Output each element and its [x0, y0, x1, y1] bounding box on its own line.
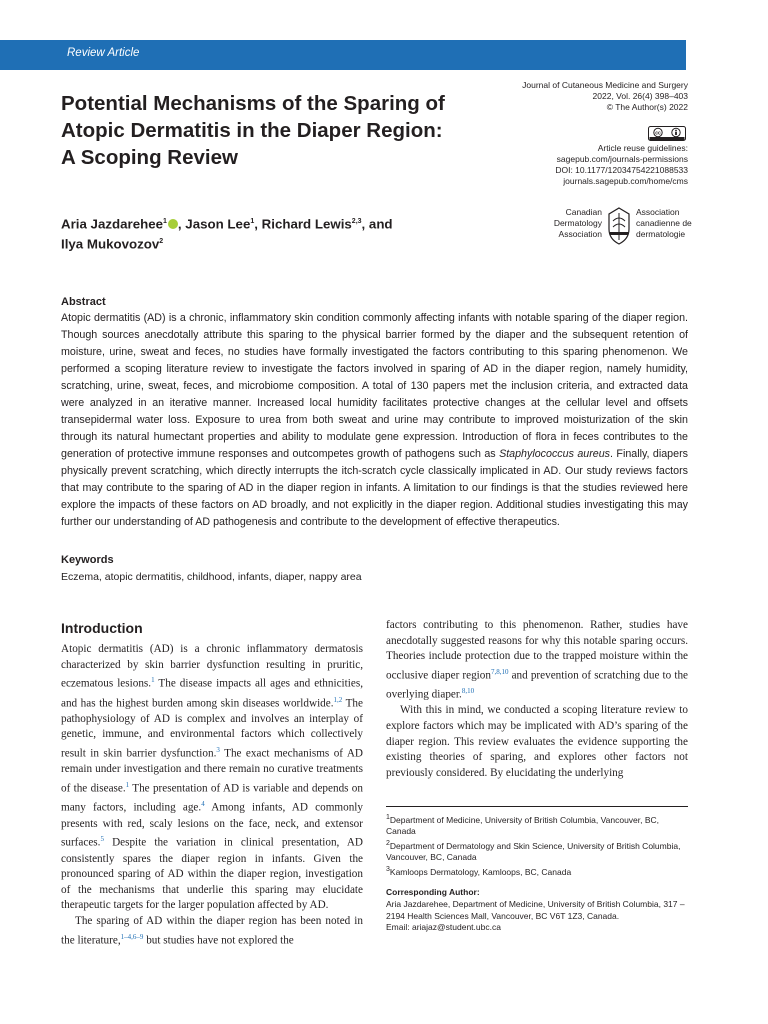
logo-text: Association: [636, 207, 680, 217]
introduction-heading: Introduction: [61, 620, 143, 636]
affiliation-marker: 2: [386, 839, 390, 847]
article-type-banner: [0, 40, 686, 70]
text-run: The pathophysiology of AD is complex and involves an interplay of genetic, immune, and environmental factors which collectively result in skin barrier dysfunction.: [61, 697, 363, 760]
affiliation: [386, 864, 688, 878]
affiliations: [386, 812, 688, 878]
title-line: Potential Mechanisms of the Sparing of: [61, 92, 445, 115]
abstract-text: [61, 310, 688, 531]
affiliation-marker: 2: [159, 238, 164, 246]
text-run: factors contributing to this phenomenon. Rather, studies have anecdotally suggested reasons for why this notable sparing occurs. Theories include protection due to the trapped moisture within the occlusive diaper region: [386, 619, 688, 682]
affiliation-marker: 1: [250, 218, 255, 225]
corresponding-author-heading: Corresponding Author:: [386, 887, 480, 897]
citation-link[interactable]: 1: [125, 780, 130, 789]
citation-link[interactable]: 7,8,10: [490, 667, 509, 676]
text-run: Atopic dermatitis (AD) is a chronic inflammatory dermatosis characterized by skin barrier dysfunction resulting in pruritic, eczematous lesions.: [61, 643, 363, 690]
affiliation-marker: 3: [386, 865, 390, 873]
text-run: Among infants, AD commonly presents with red, scaly lesions on the face, neck, and extensor surfaces.: [61, 802, 363, 849]
keywords-heading: Keywords: [61, 554, 114, 566]
citation-link[interactable]: 1: [151, 676, 155, 685]
citation-link[interactable]: 4: [201, 800, 205, 809]
citation-link[interactable]: 1,2: [333, 695, 343, 704]
citation-link[interactable]: 8,10: [461, 687, 475, 696]
abstract-text-part: . Finally, diapers physically prevent scratching, which directly interrupts the itch-scratch cycle classically implicated in AD. Our study reviews factors that may contribute to the sparing of AD in the diaper region in infants. A limitation to our findings is that the studies reviewed here explore the impacts of these factors on AD broadly, and not explicitly in the diaper region. Additional studies investigating this may further our understanding of AD pathogenesis and contribute to the development of effective therapeutics.: [61, 448, 688, 528]
logo-text: Canadian: [565, 207, 602, 217]
author-conjunction: , and: [361, 216, 393, 232]
text-run: but studies have not explored the: [143, 934, 294, 947]
orcid-icon[interactable]: [168, 219, 178, 229]
journal-info: [522, 80, 688, 113]
journal-volume: 2022, Vol. 26(4) 398–403: [592, 91, 688, 101]
abstract-text-part: Atopic dermatitis (AD) is a chronic, inflammatory skin condition commonly affecting infants with notable sparing of the diaper region. Though sources anecdotally attribute this sparing to the physical barrier formed by the diaper and the subsequent retention of moisture, urine, sweat and feces, no studies have formally investigated the factors contributing to this sparing phenomenon. We performed a scoping literature review to investigate the factors involved in sparing of AD in the diaper region, namely humidity, scratching, urine, sweat, feces, and microbiome composition. A total of 130 papers met the inclusion criteria, and extracted data were analyzed in an iterative manner. Increased local humidity facilitates protective changes at the cellular level and offsets transepidermal water loss. Exposure to urea from both sweat and urine may contribute to improved moisturization of the skin through its natural humectant properties and ability to modulate gene expression. Introduction of flora in feces contributes to the generation of protective immune responses and outcompetes growth of pathogens such as: [61, 312, 688, 460]
paragraph: [61, 642, 363, 914]
author-list: Aria Jazdarehee$^1$ , Jason Lee$^1$, Richard Lewis$^{2,3}$, and Ilya Mukovozov$^2$: [61, 216, 393, 252]
association-seal-icon: [607, 207, 631, 245]
citation-link[interactable]: 5: [100, 835, 104, 844]
logo-text: dermatologie: [636, 229, 686, 239]
association-name-english: [552, 207, 602, 240]
corresponding-email[interactable]: Email: ariajaz@student.ubc.ca: [386, 922, 501, 932]
author-name[interactable]: Richard Lewis: [261, 216, 352, 232]
text-run: The disease impacts all ages and ethnicities, and has the highest burden among skin diseases worldwide.: [61, 677, 363, 710]
text-run: Despite the variation in clinical presentation, AD consistently spares the diaper region in infants. Given the pronounced sparing of AD within the diaper region, investigation of the mechanisms that underlie this sparing may elucidate therapeutic targets for the larger population affected by AD.: [61, 836, 363, 912]
title-line: A Scoping Review: [61, 146, 238, 169]
creative-commons-by-icon: [648, 126, 686, 141]
affiliation-marker: 2,3: [351, 218, 362, 225]
body-column-right: [386, 618, 688, 781]
text-run: The exact mechanisms of AD remain under investigation and there remain no curative treatments of the disease.: [61, 747, 363, 795]
affiliation-text: Kamloops Dermatology, Kamloops, BC, Canada: [389, 866, 572, 877]
text-run: The presentation of AD is variable and depends on many factors, including age.: [61, 782, 363, 815]
abstract-italic-term: Staphylococcus aureus: [499, 448, 611, 460]
citation-link[interactable]: 3: [216, 746, 220, 755]
body-column-left: [61, 642, 363, 949]
affiliation-text: Department of Medicine, University of British Columbia, Vancouver, BC, Canada: [386, 814, 660, 837]
paragraph: With this in mind, we conducted a scoping literature review to explore factors which may be implicated with AD’s sparing of the diaper region. This review evaluates the evidence supporting the existing theories of sparing, and explores other factors not previously considered. By elucidating the underlying: [386, 704, 688, 779]
journal-homepage-link[interactable]: journals.sagepub.com/home/cms: [563, 176, 688, 186]
journal-name: Journal of Cutaneous Medicine and Surgery: [522, 80, 688, 90]
logo-text: Association: [558, 229, 602, 239]
copyright: © The Author(s) 2022: [606, 102, 688, 112]
author-name[interactable]: Aria Jazdarehee: [61, 216, 163, 232]
reuse-guidelines: [555, 143, 688, 187]
association-name-french: [636, 207, 692, 240]
svg-text:cc: cc: [655, 130, 661, 137]
paragraph-continued: [386, 618, 688, 703]
logo-text: Dermatology: [553, 218, 602, 228]
affiliation: [386, 838, 688, 864]
corresponding-address: Aria Jazdarehee, Department of Medicine, University of British Columbia, 317 – 2194 Health Sciences Mall, Vancouver, BC V6T 1Z3, Canada.: [386, 899, 685, 921]
affiliation-text: Department of Dermatology and Skin Science, University of British Columbia, Vancouver, BC, Canada: [386, 840, 681, 863]
article-type-label: Review Article: [67, 47, 140, 59]
reuse-label: Article reuse guidelines:: [597, 143, 688, 153]
affiliation: [386, 812, 688, 838]
abstract-heading: Abstract: [61, 296, 106, 308]
author-name[interactable]: Ilya Mukovozov: [61, 236, 160, 252]
text-run: and prevention of scratching due to the overlying diaper.: [386, 669, 688, 701]
paragraph: [61, 914, 363, 949]
logo-text: canadienne de: [636, 218, 692, 228]
text-run: The sparing of AD within the diaper region has been noted in the literature,: [61, 914, 363, 947]
permissions-link[interactable]: sagepub.com/journals-permissions: [556, 154, 688, 164]
footnote-divider: [386, 806, 688, 807]
corresponding-author: [386, 899, 688, 934]
article-title: [61, 90, 501, 171]
affiliation-marker: 1: [386, 814, 390, 821]
citation-link[interactable]: 1–4,6–9: [120, 932, 144, 941]
author-name[interactable]: Jason Lee: [185, 216, 251, 232]
association-logo: [552, 207, 692, 247]
affiliation-marker: 1: [163, 218, 167, 225]
doi[interactable]: DOI: 10.1177/12034754221088533: [555, 165, 688, 175]
title-line: Atopic Dermatitis in the Diaper Region:: [61, 119, 443, 142]
keywords-list: Eczema, atopic dermatitis, childhood, infants, diaper, nappy area: [61, 571, 362, 583]
